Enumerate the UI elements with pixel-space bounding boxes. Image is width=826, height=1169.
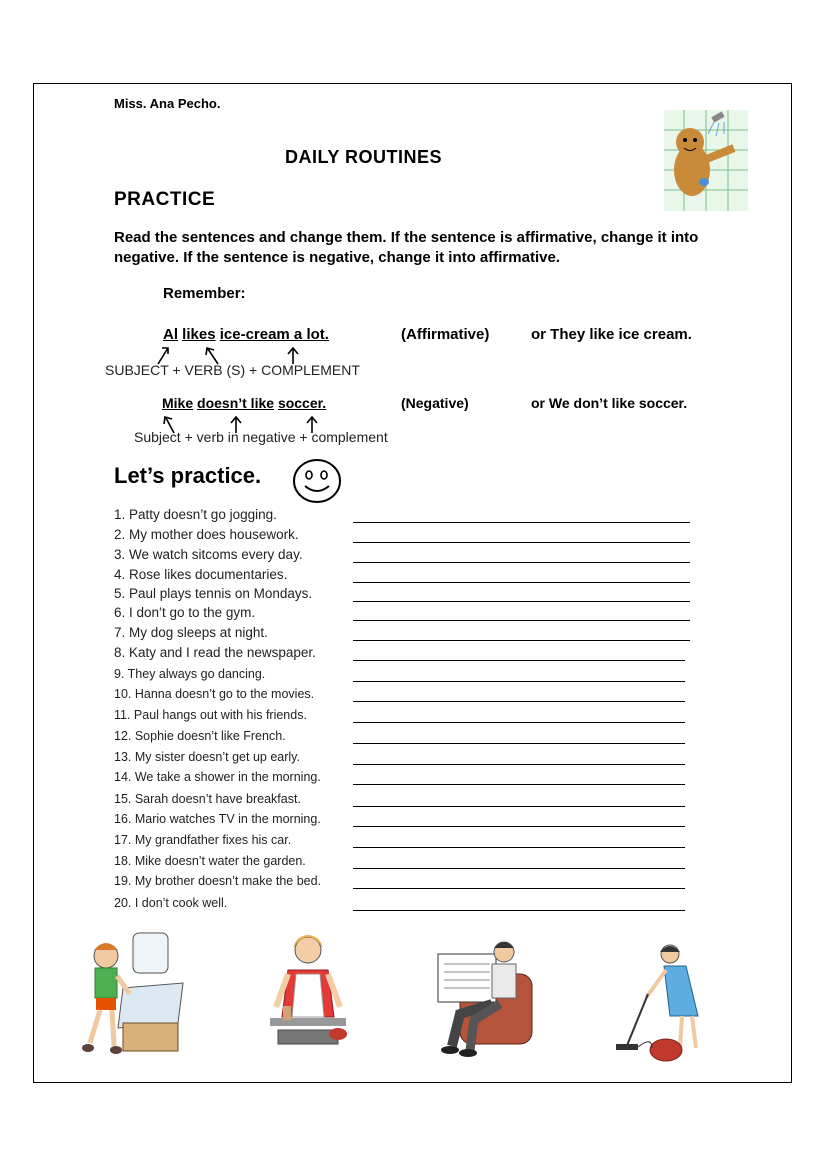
example-subject-neg: Mike — [162, 395, 194, 411]
remember-label: Remember: — [163, 285, 246, 302]
example-negative-type: (Negative) — [401, 395, 469, 411]
section-heading: PRACTICE — [114, 189, 216, 210]
example-negative-sentence — [162, 395, 326, 411]
boy-making-bed-illustration — [78, 928, 186, 1064]
practice-sentence-7: 7. My dog sleeps at night. — [114, 625, 268, 640]
woman-vacuuming-illustration — [612, 936, 728, 1068]
example-subject: Al — [163, 326, 178, 343]
practice-sentence-5: 5. Paul plays tennis on Mondays. — [114, 586, 313, 601]
answer-line-20[interactable] — [353, 910, 685, 911]
answer-line-9[interactable] — [353, 681, 685, 682]
practice-sentence-4: 4. Rose likes documentaries. — [114, 567, 288, 582]
example-complement: ice-cream a lot. — [219, 326, 329, 343]
example-affirmative-alt: or They like ice cream. — [531, 326, 692, 343]
practice-sentence-9: 9. They always go dancing. — [114, 667, 266, 681]
instructions-text: Read the sentences and change them. If the sentence is affirmative, change it into negative. If the sentence is negative, change it into affirmative. — [114, 229, 699, 266]
practice-sentence-10: 10. Hanna doesn’t go to the movies. — [114, 687, 315, 701]
answer-line-10[interactable] — [353, 701, 685, 702]
answer-line-4[interactable] — [353, 582, 690, 583]
practice-sentence-8: 8. Katy and I read the newspaper. — [114, 645, 316, 660]
practice-sentence-6: 6. I don’t go to the gym. — [114, 605, 256, 620]
example-affirmative-type: (Affirmative) — [401, 326, 490, 343]
practice-sentence-3: 3. We watch sitcoms every day. — [114, 547, 303, 562]
answer-line-6[interactable] — [353, 620, 690, 621]
example-verb-neg: doesn’t like — [197, 395, 275, 411]
practice-sentence-18: 18. Mike doesn’t water the garden. — [114, 854, 306, 868]
practice-sentence-16: 16. Mario watches TV in the morning. — [114, 812, 321, 826]
author-name: Miss. Ana Pecho. — [114, 96, 221, 111]
woman-cooking-illustration — [258, 922, 358, 1054]
practice-sentence-11: 11. Paul hangs out with his friends. — [114, 708, 307, 722]
practice-sentence-13: 13. My sister doesn’t get up early. — [114, 750, 300, 764]
practice-sentence-2: 2. My mother does housework. — [114, 527, 299, 542]
answer-line-19[interactable] — [353, 888, 685, 889]
formula-negative: Subject + verb in negative + complement — [134, 429, 388, 445]
practice-sentence-14: 14. We take a shower in the morning. — [114, 770, 321, 784]
worksheet-title: DAILY ROUTINES — [285, 147, 443, 167]
practice-sentence-17: 17. My grandfather fixes his car. — [114, 833, 292, 847]
answer-line-14[interactable] — [353, 784, 685, 785]
answer-line-7[interactable] — [353, 640, 690, 641]
practice-heading: Let’s practice. — [114, 463, 262, 488]
answer-line-17[interactable] — [353, 847, 685, 848]
example-verb: likes — [182, 326, 216, 343]
answer-line-18[interactable] — [353, 868, 685, 869]
man-reading-newspaper-illustration — [430, 934, 542, 1062]
answer-line-16[interactable] — [353, 826, 685, 827]
answer-line-2[interactable] — [353, 542, 690, 543]
smiley-face-icon — [292, 458, 342, 504]
answer-line-5[interactable] — [353, 601, 690, 602]
answer-line-3[interactable] — [353, 562, 690, 563]
shower-illustration — [664, 110, 748, 211]
example-complement-neg: soccer. — [277, 395, 327, 411]
answer-line-15[interactable] — [353, 806, 685, 807]
practice-sentence-1: 1. Patty doesn’t go jogging. — [114, 507, 277, 522]
practice-sentence-20: 20. I don’t cook well. — [114, 896, 228, 910]
example-affirmative-sentence — [163, 326, 329, 343]
practice-sentence-19: 19. My brother doesn’t make the bed. — [114, 874, 322, 888]
practice-sentence-15: 15. Sarah doesn’t have breakfast. — [114, 792, 301, 806]
answer-line-11[interactable] — [353, 722, 685, 723]
answer-line-8[interactable] — [353, 660, 685, 661]
answer-line-13[interactable] — [353, 764, 685, 765]
example-negative-alt: or We don’t like soccer. — [531, 395, 688, 411]
answer-line-12[interactable] — [353, 743, 685, 744]
answer-line-1[interactable] — [353, 522, 690, 523]
practice-sentence-12: 12. Sophie doesn’t like French. — [114, 729, 286, 743]
formula-affirmative: SUBJECT + VERB (S) + COMPLEMENT — [105, 362, 360, 378]
